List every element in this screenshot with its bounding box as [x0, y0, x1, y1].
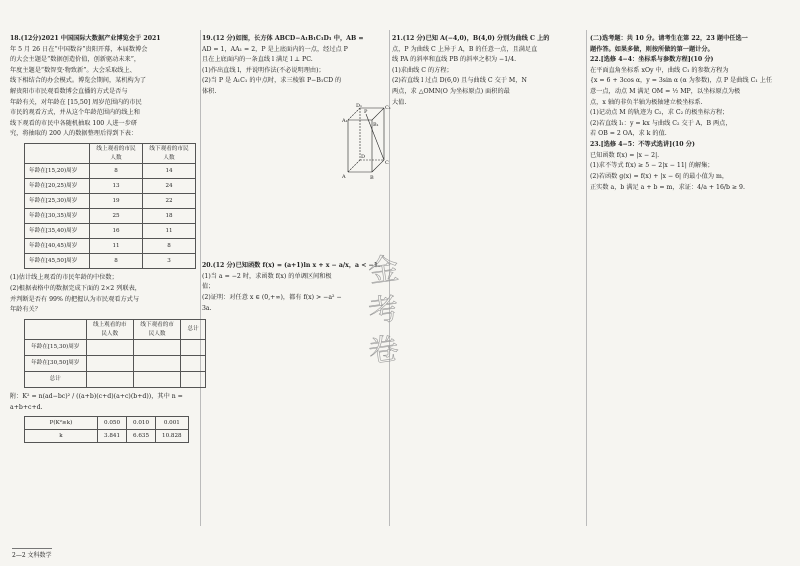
table-cell: 0.050 — [98, 417, 127, 430]
elective-intro: (二)选考题：共 10 分。请考生在第 22，23 题中任选一 — [590, 35, 748, 42]
q18-line: 解贵阳市市民观看数博会直播的方式是否与 — [10, 88, 128, 96]
table-row — [25, 254, 196, 269]
q21-line: 点，P 为曲线 C 上异于 A，B 的任意一点，且满足直 — [392, 45, 538, 53]
q22-line: 在平面直角坐标系 xOy 中，曲线 C₁ 的参数方程为 — [590, 66, 729, 74]
table-cell — [86, 372, 133, 388]
q23-line: (1)求不等式 f(x) ≥ 5 − 2|x − 11| 的解集； — [590, 162, 714, 170]
q18-line: 年龄有关，对年龄在 [15,50] 周岁范围内的市民 — [10, 98, 142, 106]
table-cell: 11 — [143, 224, 196, 239]
q20-line: 3a. — [202, 304, 212, 312]
q19-line: 体积. — [202, 88, 217, 96]
q18-subquestion: (1)估计线上观看的市民年龄的中位数； — [10, 274, 118, 282]
q22-line: (1)记动点 M 的轨迹为 C₂，求 C₂ 的极坐标方程； — [590, 109, 729, 117]
q22-line: 意一点，动点 M 满足 OM = ½ MP，以坐标原点为极 — [590, 88, 741, 96]
table-cell: 年龄在[15,30)周岁 — [25, 340, 87, 356]
vertex-label: P — [364, 108, 368, 115]
table-cell: 年龄在[30,50]周岁 — [25, 356, 87, 372]
q18-line: 年 5 月 26 日在“中国数谷”贵阳开幕，本届数博会 — [10, 45, 148, 53]
table-header: 线上观看的市民人数 — [90, 144, 143, 164]
contingency-table — [24, 319, 206, 388]
table-cell — [181, 340, 206, 356]
question-18 — [10, 34, 206, 443]
table-cell: 11 — [90, 239, 143, 254]
table-cell — [25, 319, 87, 339]
q19-line: (1)作出直线 l，并说明作法(不必说明理由)； — [202, 66, 325, 74]
table-row — [25, 430, 189, 443]
table-row — [25, 239, 196, 254]
question-22 — [590, 55, 786, 139]
table-cell: 0.001 — [156, 417, 189, 430]
q23-line: 已知函数 f(x) = |x − 2|. — [590, 151, 660, 159]
q21-line: 两点，求 △OMN(O 为坐标原点) 面积的最 — [392, 88, 510, 96]
table-header: k — [25, 430, 98, 443]
q20-line: 值； — [202, 283, 215, 291]
vertex-label: C₁ — [385, 104, 391, 111]
table-header: 线下观看的市民人数 — [133, 319, 180, 339]
table-header: 线下观看的市民人数 — [143, 144, 196, 164]
table-cell: 年龄在[30,35)周岁 — [25, 209, 90, 224]
q18-line: 18.(12分)2021 中国国际大数据产业博览会于 2021 — [10, 35, 161, 42]
q18-line: 的大会主题是“数据创造价值，创新驱动未来”， — [10, 56, 141, 64]
table-cell: 8 — [90, 164, 143, 179]
table-row — [25, 340, 206, 356]
column-divider — [586, 30, 587, 526]
table-cell: 3 — [143, 254, 196, 269]
table-cell: 18 — [143, 209, 196, 224]
table-header — [25, 144, 90, 164]
q23-line: (2)若函数 g(x) = f(x) + |x − 6| 的最小值为 m， — [590, 172, 729, 180]
elective-section — [590, 34, 786, 193]
q21-line: (2)若直线 l 过点 D(6,0) 且与曲线 C 交于 M，N — [392, 77, 527, 85]
table-cell: 年龄在[35,40)周岁 — [25, 224, 90, 239]
table-cell — [86, 356, 133, 372]
q23-line: 正实数 a，b 满足 a + b = m，求证：4/a + 16/b ≥ 9. — [590, 183, 745, 191]
age-data-table — [24, 143, 196, 269]
q22-line: {x = 6 + 3cos α，y = 3sin α (α 为参数)，点 P 是曲线 C₁ 上任 — [590, 77, 773, 85]
q18-line: 线下相结合的办会模式。博览会期间，某机构为了 — [10, 77, 147, 85]
table-header: 线上观看的市民人数 — [86, 319, 133, 339]
question-21 — [392, 34, 582, 108]
table-header: P(K²≥k) — [25, 417, 98, 430]
q22-line: 22.[选修 4−4：坐标系与参数方程](10 分) — [590, 56, 714, 64]
table-cell: 22 — [143, 194, 196, 209]
table-cell: 年龄在[40,45)周岁 — [25, 239, 90, 254]
table-cell — [133, 372, 180, 388]
table-cell: 年龄在[15,20)周岁 — [25, 164, 90, 179]
q19-line: 19.(12 分)如图，长方体 ABCD−A₁B₁C₁D₁ 中，AB = — [202, 35, 364, 42]
critical-value-table — [24, 416, 189, 443]
table-cell: 0.010 — [127, 417, 156, 430]
table-row — [25, 179, 196, 194]
table-cell: 总计 — [25, 372, 87, 388]
q22-line: (2)若直线 l₁：y = kx 与曲线 C₂ 交于 A，B 两点， — [590, 119, 732, 127]
table-cell: 3.841 — [98, 430, 127, 443]
vertex-label: C — [385, 159, 389, 166]
k-squared-formula: 附：K² = n(ad−bc)² / ((a+b)(c+d)(a+c)(b+d))，其中 n = — [10, 393, 183, 401]
table-cell: 19 — [90, 194, 143, 209]
table-cell: 8 — [143, 239, 196, 254]
table-cell: 24 — [143, 179, 196, 194]
table-row — [25, 164, 196, 179]
q20-line: (1)当 a = −2 时，求函数 f(x) 的单调区间和极 — [202, 272, 332, 280]
table-cell: 16 — [90, 224, 143, 239]
table-row — [25, 372, 206, 388]
table-cell: 14 — [143, 164, 196, 179]
table-cell: 25 — [90, 209, 143, 224]
q23-line: 23.[选修 4−5：不等式选讲](10 分) — [590, 141, 695, 149]
table-cell: 6.635 — [127, 430, 156, 443]
table-header: 总计 — [181, 319, 206, 339]
q18-line: 市民的观看方式，并从这个年龄范围内的线上和 — [10, 109, 140, 117]
page-footer: 2—2 文科数学 — [12, 548, 52, 560]
q18-subquestion: (2)根据表格中的数据完成下面的 2×2 列联表， — [10, 285, 141, 293]
table-cell: 年龄在[20,25)周岁 — [25, 179, 90, 194]
q20-line: (2)证明：对任意 x ∈ (0,+∞)，都有 f(x) > −a² − — [202, 294, 342, 302]
table-row — [25, 224, 196, 239]
table-cell: 年龄在[45,50]周岁 — [25, 254, 90, 269]
q18-line: 究，将抽取的 200 人的数据整理后得到下表： — [10, 130, 138, 138]
table-cell — [133, 356, 180, 372]
table-cell: 10.828 — [156, 430, 189, 443]
table-cell: 13 — [90, 179, 143, 194]
table-row — [25, 356, 206, 372]
table-cell: 8 — [90, 254, 143, 269]
q19-line: AD = 1，AA₁ = 2，P 是上底面内的一点，经过点 P — [202, 45, 348, 53]
cuboid-figure — [342, 102, 390, 182]
table-cell — [133, 340, 180, 356]
vertex-label: A — [342, 173, 346, 180]
vertex-label: D — [361, 153, 366, 160]
q20-line: 20.(12 分)已知函数 f(x) = (a+1)ln x + x − a/x，a < −1. — [202, 262, 381, 270]
question-23 — [590, 140, 786, 192]
watermark-stamp — [355, 240, 415, 370]
q21-line: (1)求曲线 C 的方程； — [392, 66, 453, 74]
q18-line: 线下观看的市民中各随机抽取 100 人进一步研 — [10, 119, 138, 127]
q18-subquestion: 并判断是否有 99% 的把握认为市民观看方式与 — [10, 295, 140, 303]
q22-line: 点，x 轴的非负半轴为极轴建立极坐标系. — [590, 98, 703, 106]
elective-intro: 题作答。如果多做，则按所做的第一题计分。 — [590, 45, 714, 53]
vertex-label: B — [370, 174, 374, 181]
table-cell: 年龄在[25,30)周岁 — [25, 194, 90, 209]
table-row — [25, 209, 196, 224]
q21-line: 21.(12 分)已知 A(−4,0)，B(4,0) 分别为曲线 C 上的 — [392, 35, 550, 42]
stamp-char: 考 — [366, 291, 401, 331]
k-squared-formula: a+b+c+d. — [10, 403, 43, 411]
vertex-label: A₁ — [342, 117, 348, 124]
table-cell — [181, 356, 206, 372]
stamp-char: 金 — [366, 251, 401, 291]
table-cell — [86, 340, 133, 356]
q18-line: 年度主题是“数智变·物致新”。大会采取线上、 — [10, 66, 136, 74]
q22-line: 若 OB = 2 OA，求 k 的值. — [590, 130, 667, 138]
table-row — [25, 417, 189, 430]
q21-line: 线 PA 的斜率和直线 PB 的斜率之积为 −1/4. — [392, 56, 517, 64]
q18-subquestion: 年龄有关？ — [10, 306, 41, 314]
stamp-char: 卷 — [366, 331, 401, 371]
vertex-label: D₁ — [356, 102, 363, 109]
table-cell — [181, 372, 206, 388]
q21-line: 大值. — [392, 98, 407, 106]
table-row — [25, 194, 196, 209]
vertex-label: B₁ — [373, 121, 379, 128]
q19-line: 且在上底面内的一条直线 l 满足 l ⊥ PC. — [202, 56, 313, 64]
q19-line: (2)当 P 是 A₁C₁ 的中点时，求三棱锥 P−B₁CD 的 — [202, 77, 342, 85]
